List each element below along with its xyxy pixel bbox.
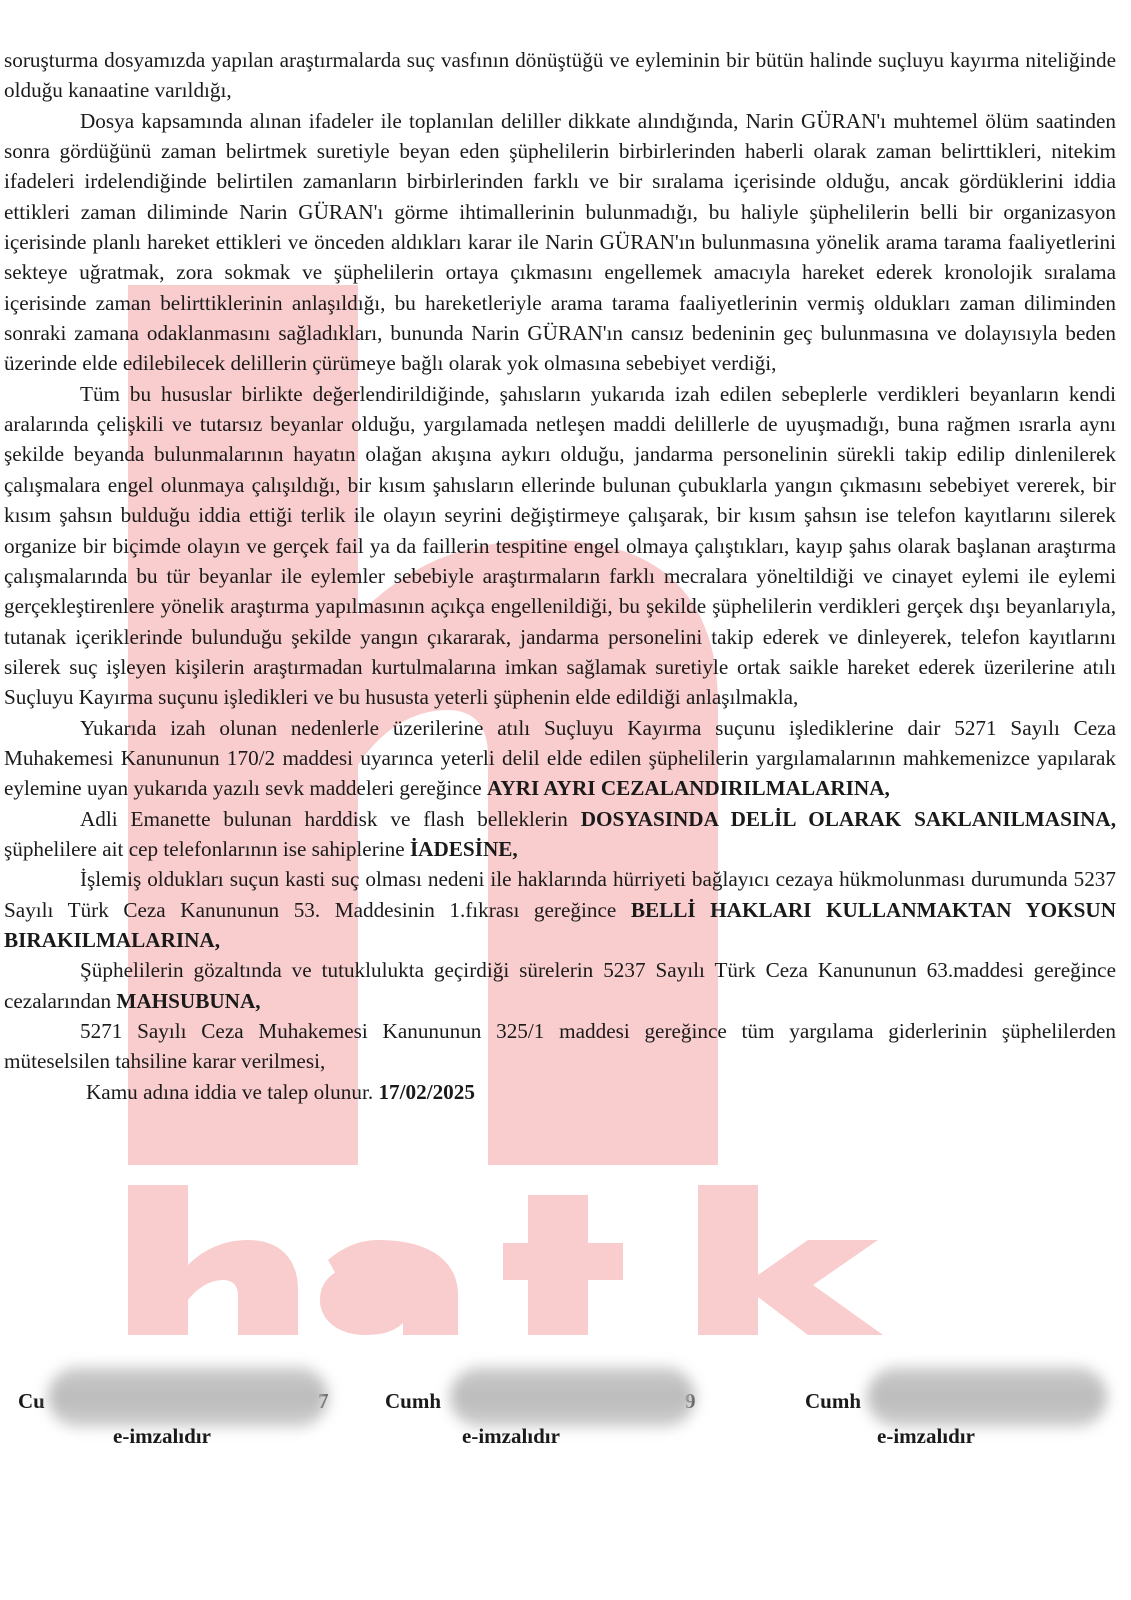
esign-label-3: e-imzalıdır — [877, 1424, 975, 1448]
paragraph-7-text: Şüphelilerin gözaltında ve tutuklulukta geçirdiği sürelerin 5237 Sayılı Türk Ceza Kanununun 63.maddesi gereğince cezalarından — [4, 958, 1116, 1013]
document-date: 17/02/2025 — [378, 1079, 475, 1104]
redaction-blur-3 — [867, 1367, 1107, 1427]
paragraph-5-text: Adli Emanette bulunan harddisk ve flash belleklerin — [80, 806, 568, 831]
verdict-cezalandirilmalarina: AYRI AYRI CEZALANDIRILMALARINA, — [487, 776, 890, 801]
signature-name-1: Cu — [18, 1389, 45, 1413]
paragraph-6-text: İşlemiş oldukları suçun kasti suç olması nedeni ile haklarında hürriyeti bağlayıcı cezaya hükmolunması durumunda 5237 Sayılı Türk Ceza Kanununun 53. Maddesinin 1.fıkrası gereğince — [4, 867, 1116, 922]
signature-name-3: Cumh — [805, 1389, 862, 1413]
document-body — [0, 45, 1116, 1107]
paragraph-3: Tüm bu hususlar birlikte değerlendirildiğinde, şahısların yukarıda izah edilen sebeplerle verdikleri beyanların kendi aralarında çelişkili ve tutarsız beyanlar olduğu, yargılamada netleşen maddi delillerle de uyuşmadığı, buna rağmen ısrarla aynı şekilde beyanda bulunmalarının hayatın olağan akışına aykırı olduğu, jandarma personelinin sürekli takip edilip dinlenilerek çalışmalara engel olunmaya çalışıldığı, bir kısım şahısların ellerinde bulunan çubuklarla yangın çıkmasını sebebiyet vererek, bir kısım şahsın bulduğu iddia ettiği terlik ile olayın seyrini değiştirmeye çalışarak, bir kısım şahsın ise telefon kayıtlarını silerek organize bir biçimde olayın ve gerçek fail ya da faillerin tespitine engel olmaya çalıştıkları, kayıp şahıs olarak başlanan araştırma çalışmalarında bu tür beyanlar ile eylemler sebebiyle araştırmaların farklı mecralara yöneltildiği ve cinayet eylemi ile eylemi gerçekleştirenlere yönelik araştırma yapılmasının açıkça engellenildiği, bu şekilde şüphelilerin verdikleri gerçek dışı beyanlarıyla, tutanak içeriklerinde bulunduğu şekilde yangın çıkararak, jandarma personelini takip ederek ve dinleyerek, telefon kayıtlarını silerek suç işleyen kişilerin araştırmadan kurtulmalarına imkan sağlamak suretiyle ortak saikle hareket ederek üzerilerine atılı Suçluyu Kayırma suçunu işledikleri ve bu hususta yeterli şüphenin elde edildiği anlaşılmakla, — [4, 381, 1116, 710]
verdict-saklanilmasina: DOSYASINDA DELİL OLARAK SAKLANILMASINA, — [580, 806, 1116, 831]
signature-name-2: Cumh — [385, 1389, 442, 1413]
paragraph-7 — [0, 955, 1116, 1016]
paragraph-5-text-2: şüphelilere ait cep telefonlarının ise sahiplerine — [4, 836, 405, 861]
paragraph-5 — [0, 804, 1116, 865]
paragraph-2: Dosya kapsamında alınan ifadeler ile toplanılan deliller dikkate alındığında, Narin GÜRAN'ı muhtemel ölüm saatinden sonra gördüğünü zaman belirtmek suretiyle beyan eden şüphelilerin birbirlerinden haberli olarak zaman belirttikleri, nitekim ifadeleri irdelendiğinde belirtilen zamanların birbirlerinden farklı ve bir sıralama içerisinde olduğu, ancak gördüklerini iddia ettikleri zaman diliminde Narin GÜRAN'ı görme ihtimallerinin bulunmadığı, bu haliyle şüphelilerin belli bir organizasyon içerisinde planlı hareket ettikleri ve önceden aldıkları karar ile Narin GÜRAN'ın bulunmasına yönelik arama tarama faaliyetlerini sekteye uğratmak, zora sokmak ve şüphelilerin ortaya çıkmasını engellemek amacıyla hareket ederek kronolojik sıralama içerisinde zaman belirttiklerinin anlaşıldığı, bu hareketleriyle arama tarama faaliyetlerinin vermiş oldukları zaman diliminden sonraki zamana odaklanmasını sağladıkları, bununda Narin GÜRAN'ın cansız bedeninin geç bulunmasına ve dolayısıyla beden üzerinde elde edilebilecek delillerin çürümeye bağlı olarak yok olmasına sebebiyet verdiği, — [4, 108, 1116, 376]
redaction-blur-2 — [450, 1367, 695, 1427]
signature-block-3 — [805, 1355, 1105, 1465]
signature-area — [0, 1355, 1131, 1465]
verdict-iadesine: İADESİNE, — [409, 836, 518, 861]
signature-block-2 — [385, 1355, 685, 1465]
paragraph-6 — [0, 864, 1116, 955]
paragraph-8: 5271 Sayılı Ceza Muhakemesi Kanununun 325/1 maddesi gereğince tüm yargılama giderlerinin şüphelilerden müteselsilen tahsiline karar verilmesi, — [4, 1019, 1116, 1074]
paragraph-1: soruşturma dosyamızda yapılan araştırmalarda suç vasfının dönüştüğü ve eyleminin bir bütün halinde suçluyu kayırma niteliğinde olduğu kanaatine varıldığı, — [4, 48, 1116, 103]
esign-label-2: e-imzalıdır — [462, 1424, 560, 1448]
verdict-mahsubuna: MAHSUBUNA, — [116, 988, 261, 1013]
esign-label-1: e-imzalıdır — [113, 1424, 211, 1448]
redaction-blur-1 — [48, 1367, 328, 1427]
paragraph-4 — [0, 713, 1116, 804]
signature-block-1 — [18, 1355, 318, 1465]
verdict-yoksun-birakilmalarina: BELLİ HAKLARI KULLANMAKTAN YOKSUN BIRAKILMALARINA, — [4, 897, 1116, 952]
paragraph-4-text: Yukarıda izah olunan nedenlerle üzerilerine atılı Suçluyu Kayırma suçunu işlediklerine dair 5271 Sayılı Ceza Muhakemesi Kanununun 170/2 maddesi uyarınca yeterli delil elde edilen şüphelilerin yargılamalarının mahkemenizce yapılarak eylemine uyan yukarıda yazılı sevk maddeleri gereğince — [4, 715, 1116, 801]
closing-line — [0, 1077, 1116, 1107]
closing-text: Kamu adına iddia ve talep olunur. — [86, 1079, 374, 1104]
